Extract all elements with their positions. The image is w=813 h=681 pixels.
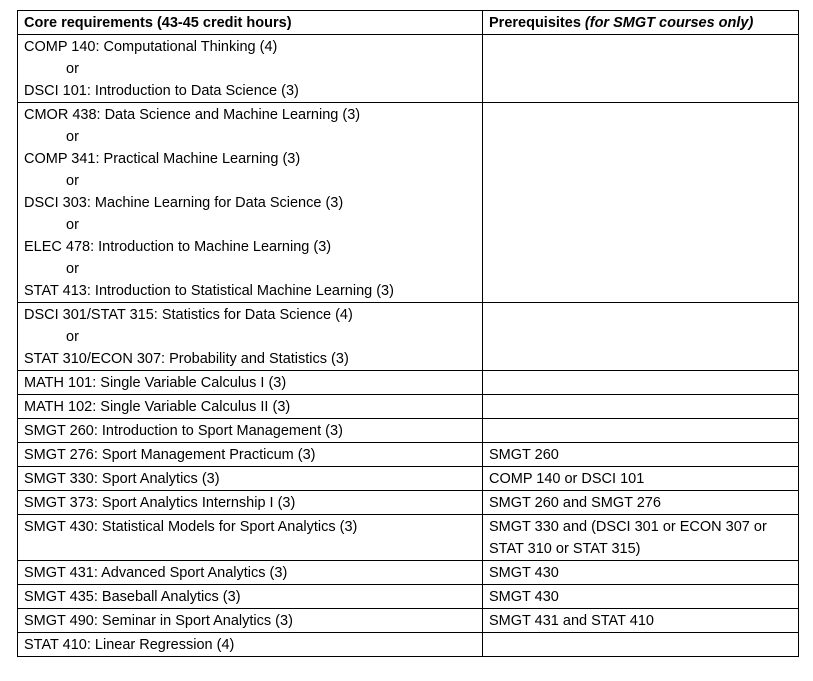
course-cell: [18, 395, 483, 419]
course-cell: [18, 443, 483, 467]
course-cell: [18, 515, 483, 561]
table-row: [18, 303, 799, 371]
or-separator: or: [66, 217, 79, 233]
prerequisite-cell: [483, 35, 799, 103]
course-cell: [18, 491, 483, 515]
prerequisite-cell: [483, 515, 799, 561]
prerequisite-text: COMP 140 or DSCI 101: [489, 471, 645, 487]
or-separator: or: [66, 329, 79, 345]
course-cell: [18, 35, 483, 103]
course-name: STAT 413: Introduction to Statistical Machine Learning (3): [24, 283, 394, 299]
prerequisite-cell: [483, 371, 799, 395]
course-name: SMGT 430: Statistical Models for Sport Analytics (3): [24, 519, 358, 535]
course-name: SMGT 435: Baseball Analytics (3): [24, 589, 241, 605]
course-cell: [18, 303, 483, 371]
course-name: COMP 140: Computational Thinking (4): [24, 39, 278, 55]
table-row: [18, 419, 799, 443]
table-row: [18, 103, 799, 303]
course-name: SMGT 330: Sport Analytics (3): [24, 471, 220, 487]
course-cell: [18, 103, 483, 303]
course-name: SMGT 373: Sport Analytics Internship I (3): [24, 495, 296, 511]
course-cell: [18, 419, 483, 443]
course-name: MATH 101: Single Variable Calculus I (3): [24, 375, 287, 391]
course-cell: [18, 561, 483, 585]
prerequisite-cell: [483, 633, 799, 657]
table-row: [18, 467, 799, 491]
header-core-requirements: [18, 11, 483, 35]
table-body: [18, 35, 799, 657]
header-core-requirements-text: Core requirements (43-45 credit hours): [24, 15, 292, 31]
course-name: DSCI 303: Machine Learning for Data Science (3): [24, 195, 344, 211]
table-header: [18, 11, 799, 35]
prerequisite-cell: [483, 585, 799, 609]
table-row: [18, 585, 799, 609]
course-cell: [18, 633, 483, 657]
prerequisite-cell: [483, 395, 799, 419]
course-name: SMGT 276: Sport Management Practicum (3): [24, 447, 316, 463]
course-cell: [18, 609, 483, 633]
course-cell: [18, 467, 483, 491]
course-cell: [18, 585, 483, 609]
prerequisite-cell: [483, 561, 799, 585]
table-row: [18, 633, 799, 657]
course-cell: [18, 371, 483, 395]
table-row: [18, 443, 799, 467]
course-name: CMOR 438: Data Science and Machine Learning (3): [24, 107, 361, 123]
prerequisite-text: SMGT 260: [489, 447, 559, 463]
table-row: [18, 515, 799, 561]
prerequisite-cell: [483, 419, 799, 443]
prerequisite-cell: [483, 303, 799, 371]
prerequisite-text: SMGT 430: [489, 589, 559, 605]
or-separator: or: [66, 173, 79, 189]
course-name: SMGT 490: Seminar in Sport Analytics (3): [24, 613, 293, 629]
course-name: SMGT 260: Introduction to Sport Management (3): [24, 423, 343, 439]
header-prerequisites-note: (for SMGT courses only): [584, 15, 754, 31]
course-name: DSCI 301/STAT 315: Statistics for Data Science (4): [24, 307, 353, 323]
header-row: [18, 11, 799, 35]
course-name: STAT 410: Linear Regression (4): [24, 637, 235, 653]
prerequisite-text: SMGT 431 and STAT 410: [489, 613, 654, 629]
table-row: [18, 35, 799, 103]
or-separator: or: [66, 261, 79, 277]
prerequisite-cell: [483, 609, 799, 633]
prerequisite-text: SMGT 330 and (DSCI 301 or ECON 307 or: [489, 519, 767, 535]
table-row: [18, 609, 799, 633]
or-separator: or: [66, 61, 79, 77]
course-name: SMGT 431: Advanced Sport Analytics (3): [24, 565, 288, 581]
prerequisite-cell: [483, 443, 799, 467]
course-name: ELEC 478: Introduction to Machine Learning (3): [24, 239, 332, 255]
or-separator: or: [66, 129, 79, 145]
table-row: [18, 371, 799, 395]
requirements-table: [17, 10, 799, 657]
prerequisite-text: SMGT 260 and SMGT 276: [489, 495, 661, 511]
course-name: MATH 102: Single Variable Calculus II (3): [24, 399, 291, 415]
prerequisite-text: SMGT 430: [489, 565, 559, 581]
prerequisite-text: STAT 310 or STAT 315): [489, 541, 641, 557]
header-prerequisites-text: Prerequisites: [489, 15, 585, 31]
table-row: [18, 491, 799, 515]
course-name: DSCI 101: Introduction to Data Science (3): [24, 83, 299, 99]
course-name: COMP 341: Practical Machine Learning (3): [24, 151, 301, 167]
course-name: STAT 310/ECON 307: Probability and Statistics (3): [24, 351, 349, 367]
prerequisite-cell: [483, 491, 799, 515]
prerequisite-cell: [483, 103, 799, 303]
prerequisite-cell: [483, 467, 799, 491]
table-row: [18, 561, 799, 585]
table-row: [18, 395, 799, 419]
header-prerequisites: [483, 11, 799, 35]
